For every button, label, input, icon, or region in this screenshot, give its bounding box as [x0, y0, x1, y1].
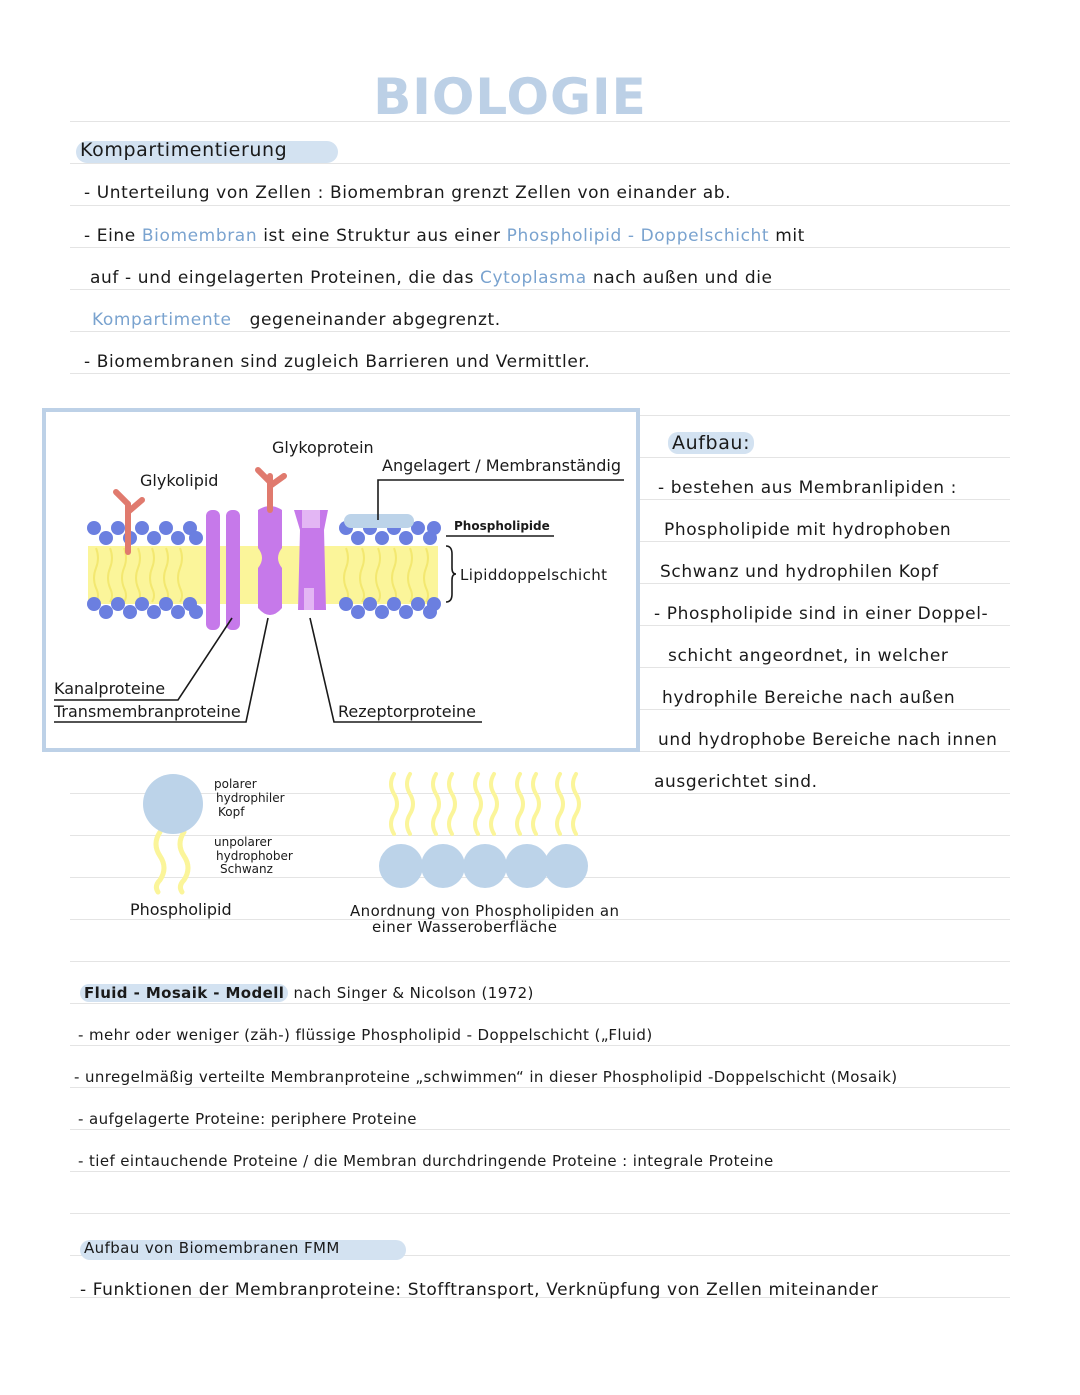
surface-phospholipid-tails	[391, 774, 579, 834]
fmm-line-1: - mehr oder weniger (zäh-) flüssige Phospholipid - Doppelschicht („Fluid)	[78, 1026, 653, 1044]
receptor-site	[302, 510, 320, 528]
label-kopf: Kopf	[218, 805, 245, 819]
label-lipiddoppelschicht: Lipiddoppelschicht	[460, 566, 608, 584]
caption-phospholipid: Phospholipid	[130, 900, 232, 919]
label-schwanz: Schwanz	[220, 862, 273, 876]
single-phospholipid-head	[143, 774, 203, 834]
term-biomembran: Biomembran	[141, 226, 258, 246]
text-line-2: - Eine Biomembran ist eine Struktur aus einer Phospholipid - Doppelschicht mit	[84, 226, 805, 246]
caption-anordnung-2: einer Wasseroberfläche	[372, 918, 558, 936]
fmm-line-4: - tief eintauchende Proteine / die Membran durchdringende Proteine : integrale Proteine	[78, 1152, 774, 1170]
label-glykoprotein: Glykoprotein	[272, 438, 374, 457]
fmm-heading-line	[80, 984, 534, 1002]
fmm-heading: Fluid - Mosaik - Modell	[80, 984, 288, 1002]
peripheral-protein	[344, 514, 414, 528]
term-cytoplasma: Cytoplasma	[480, 268, 587, 288]
label-hydrophiler: hydrophiler	[216, 791, 285, 805]
membrane-diagram	[42, 408, 640, 752]
aufbau-line-2: Phospholipide mit hydrophoben	[664, 520, 952, 540]
section-heading-kompartimentierung: Kompartimentierung	[80, 139, 288, 161]
caption-anordnung-1: Anordnung von Phospholipiden an	[350, 902, 620, 920]
single-phospholipid-tails	[156, 832, 188, 892]
aufbau-line-3: Schwanz und hydrophilen Kopf	[660, 562, 939, 582]
channel-protein-right	[226, 510, 240, 630]
term-phospholipid-doppelschicht: Phospholipid - Doppelschicht	[506, 226, 770, 246]
aufbau-fmm-heading: Aufbau von Biomembranen FMM	[84, 1239, 340, 1257]
aufbau-line-6: hydrophile Bereiche nach außen	[662, 688, 956, 708]
aufbau-heading: Aufbau:	[668, 432, 754, 454]
label-transmembranproteine: Transmembranproteine	[54, 702, 241, 721]
aufbau-line-8: ausgerichtet sind.	[654, 772, 818, 792]
term-kompartimente: Kompartimente	[92, 310, 232, 330]
text-line-5: - Biomembranen sind zugleich Barrieren und Vermittler.	[84, 352, 591, 372]
text-line-3: auf - und eingelagerten Proteinen, die das Cytoplasma nach außen und die	[90, 268, 773, 288]
aufbau-line-1: - bestehen aus Membranlipiden :	[658, 478, 958, 498]
label-kanalproteine: Kanalproteine	[54, 679, 166, 698]
aufbau-line-7: und hydrophobe Bereiche nach innen	[658, 730, 998, 750]
surface-phospholipid-heads	[379, 844, 588, 888]
label-phospholipide: Phospholipide	[454, 519, 550, 533]
label-unpolarer: unpolarer	[214, 835, 272, 849]
label-rezeptorproteine: Rezeptorproteine	[338, 702, 476, 721]
page-title: BIOLOGIE	[373, 68, 647, 126]
channel-protein-left	[206, 510, 220, 630]
receptor-pore	[304, 588, 314, 610]
text-line-1: - Unterteilung von Zellen : Biomembran grenzt Zellen von einander ab.	[84, 183, 732, 203]
label-polarer: polarer	[214, 777, 257, 791]
label-hydrophober: hydrophober	[216, 849, 293, 863]
glycoprotein-sugar	[258, 470, 284, 510]
aufbau-line-5: schicht angeordnet, in welcher	[668, 646, 949, 666]
aufbau-line-4: - Phospholipide sind in einer Doppel-	[654, 604, 989, 624]
fmm-line-2: - unregelmäßig verteilte Membranproteine „schwimmen“ in dieser Phospholipid -Doppelschicht (Mosaik)	[74, 1068, 898, 1086]
text-line-4: Kompartimente gegeneinander abgegrenzt.	[92, 310, 501, 330]
aufbau-fmm-line-1: - Funktionen der Membranproteine: Stofftransport, Verknüpfung von Zellen miteinander	[80, 1280, 879, 1300]
fmm-heading-suffix: nach Singer & Nicolson (1972)	[293, 984, 534, 1002]
fmm-line-3: - aufgelagerte Proteine: periphere Proteine	[78, 1110, 417, 1128]
label-glykolipid: Glykolipid	[140, 471, 219, 490]
label-angelagert: Angelagert / Membranständig	[382, 456, 621, 475]
